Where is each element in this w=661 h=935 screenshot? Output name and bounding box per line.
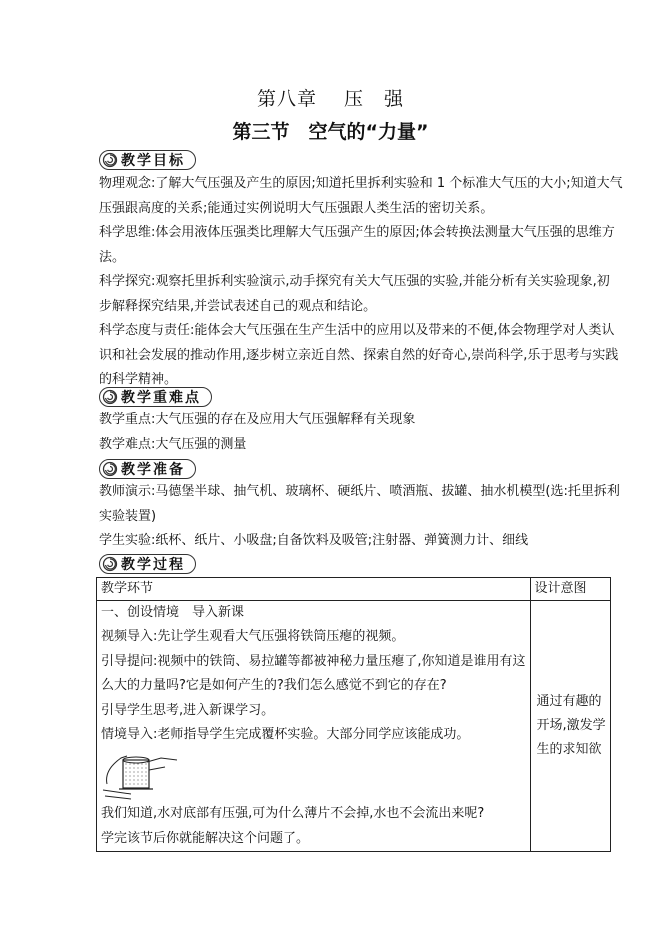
stage-line: 情境导入:老师指导学生完成覆杯实验。大部分同学应该能成功。 [101,727,470,743]
stage-line: 一、创设情境 导入新课 [101,605,245,620]
stage-line: 视频导入:先让学生观看大气压强将铁筒压瘪的视频。 [101,629,405,645]
preparation-text [99,480,620,554]
section-label-preparation: 教学准备 [121,462,185,478]
goals-line: 识和社会发展的推动作用,逐步树立亲近自然、探索自然的好奇心,崇尚科学,乐于思考与实践 [99,347,619,363]
table-header-stage: 教学环节 [97,578,531,601]
table-row [97,601,611,852]
chapter-title: 第八章 压 强 [256,88,405,110]
goals-line: 科学探究:观察托里拆利实验演示,动手探究有关大气压强的实验,并能分析有关实验现象,初 [99,274,610,289]
swirl-icon [102,389,118,405]
key-line: 教学重点:大气压强的存在及应用大气压强解释有关现象 [99,412,416,427]
stage-line: 引导学生思考,进入新课学习。 [101,702,275,718]
intent-line: 通过有趣的 [536,694,602,710]
process-table [96,577,611,852]
table-header-row [97,578,611,601]
goals-line: 压强跟高度的关系;能通过实例说明大气压强跟人类生活的密切关系。 [99,200,494,216]
table-cell-intent [530,601,610,852]
intent-line: 开场,激发学 [536,718,606,734]
cup-experiment-illustration [101,750,526,800]
section-header-process [99,554,196,574]
section-label-key-points: 教学重难点 [121,390,201,406]
goals-line: 科学思维:体会用液体压强类比理解大气压强产生的原因;体会转换法测量大气压强的思维方 [99,225,615,240]
prep-line: 学生实验:纸杯、纸片、小吸盘;自备饮料及吸管;注射器、弹簧测力计、细线 [99,533,529,548]
goals-line: 物理观念:了解大气压强及产生的原因;知道托里拆利实验和 1 个标准大气压的大小;知道大气 [99,176,623,191]
stage-line: 引导提问:视频中的铁筒、易拉罐等都被神秘力量压瘪了,你知道是谁用有这 [101,653,526,669]
cup-experiment-drawing [101,750,181,800]
table-cell-stage [97,601,531,852]
goals-line: 步解释探究结果,并尝试表述自己的观点和结论。 [99,298,377,314]
section-title: 第三节 空气的“力量” [232,121,429,143]
stage-line: 么大的力量吗?它是如何产生的?我们怎么感觉不到它的存在? [101,678,447,694]
stage-line: 我们知道,水对底部有压强,可为什么薄片不会掉,水也不会流出来呢? [101,806,485,822]
goals-text [99,172,623,393]
swirl-icon [102,152,118,168]
section-label-process: 教学过程 [121,557,185,573]
goals-line: 科学态度与责任:能体会大气压强在生产生活中的应用以及带来的不便,体会物理学对人类认 [99,323,615,338]
swirl-icon [102,556,118,572]
prep-line: 实验装置) [99,508,157,524]
intent-line: 生的求知欲 [536,742,602,758]
section-header-goals [99,150,196,170]
goals-line: 的科学精神。 [99,372,178,387]
section-badge [99,554,196,574]
prep-line: 教师演示:马德堡半球、抽气机、玻璃杯、硬纸片、喷酒瓶、拔罐、抽水机模型(选:托里拆利 [99,484,620,499]
section-badge [99,150,196,170]
key-points-text [99,408,569,457]
section-header-key-points [99,387,212,407]
goals-line: 法。 [99,249,126,265]
section-badge [99,387,212,407]
section-badge [99,459,196,479]
table-header-intent: 设计意图 [530,578,610,601]
swirl-icon [102,461,118,477]
stage-line: 学完该节后你就能解决这个问题了。 [101,830,310,846]
key-line: 教学难点:大气压强的测量 [99,436,247,452]
section-header-preparation [99,459,196,479]
section-label-goals: 教学目标 [121,153,185,169]
